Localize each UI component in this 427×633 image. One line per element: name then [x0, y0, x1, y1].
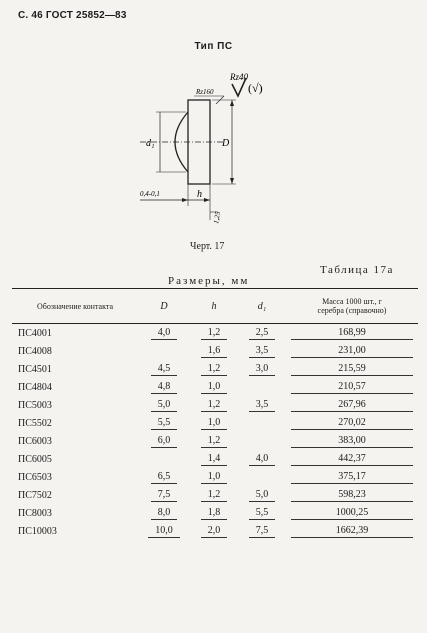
cell-value: 2,5 [249, 327, 276, 340]
table-header-row [12, 289, 418, 324]
cell-value: ПС7502 [18, 489, 52, 501]
cell-name [12, 432, 138, 450]
cell-h [190, 432, 238, 450]
cell-mass [286, 486, 418, 504]
cell-D [138, 486, 190, 504]
cell-value: 1,2 [201, 489, 228, 502]
cell-D [138, 432, 190, 450]
cell-d1 [238, 324, 286, 343]
table-row [12, 486, 418, 504]
table-title: Таблица 17а [320, 264, 394, 276]
cell-value: 442,37 [291, 453, 412, 466]
cell-value: 375,17 [291, 471, 412, 484]
cell-mass [286, 324, 418, 343]
cell-value: 1,2 [201, 363, 228, 376]
contacts-table [12, 288, 418, 540]
cell-value: ПС4501 [18, 363, 52, 375]
cell-D [138, 324, 190, 343]
cell-h [190, 378, 238, 396]
cell-mass [286, 504, 418, 522]
cell-name [12, 414, 138, 432]
cell-mass [286, 522, 418, 540]
cell-h [190, 504, 238, 522]
figure-caption: Черт. 17 [190, 241, 225, 252]
cell-value: 210,57 [291, 381, 412, 394]
label-rz40: Rz40 [230, 72, 248, 82]
table-row [12, 504, 418, 522]
table-row [12, 342, 418, 360]
cell-D [138, 522, 190, 540]
cell-value: 598,23 [291, 489, 412, 502]
cell-value: 1662,39 [291, 525, 412, 538]
cell-d1 [238, 522, 286, 540]
cell-h [190, 486, 238, 504]
cell-value: 1000,25 [291, 507, 412, 520]
cell-name [12, 450, 138, 468]
cell-mass [286, 342, 418, 360]
cell-d1 [238, 378, 286, 396]
cell-mass [286, 378, 418, 396]
cell-value: 8,0 [151, 507, 178, 520]
col-name: Обозначение контакта [12, 289, 138, 324]
cell-D [138, 468, 190, 486]
cell-value: 215,59 [291, 363, 412, 376]
cell-name [12, 324, 138, 343]
contact-drawing [120, 60, 320, 240]
cell-h [190, 450, 238, 468]
cell-d1 [238, 432, 286, 450]
cell-value: 2,0 [201, 525, 228, 538]
table-row [12, 360, 418, 378]
cell-value: 3,5 [249, 345, 276, 358]
cell-d1 [238, 450, 286, 468]
cell-value: 1,2 [201, 327, 228, 340]
label-rz160: Rz160 [196, 88, 214, 96]
label-chamfer: 0,4-0,1 [140, 190, 160, 198]
cell-value: ПС10003 [18, 525, 57, 537]
cell-value: 1,8 [201, 507, 228, 520]
cell-name [12, 360, 138, 378]
cell-value: 3,0 [249, 363, 276, 376]
cell-h [190, 522, 238, 540]
cell-d1 [238, 414, 286, 432]
cell-value: 383,00 [291, 435, 412, 448]
cell-name [12, 396, 138, 414]
table-row [12, 468, 418, 486]
table-row [12, 522, 418, 540]
cell-value: 4,0 [151, 327, 178, 340]
label-check: (√) [248, 81, 263, 95]
cell-name [12, 468, 138, 486]
table-row [12, 432, 418, 450]
cell-d1 [238, 396, 286, 414]
cell-name [12, 486, 138, 504]
cell-value: ПС4804 [18, 381, 52, 393]
cell-h [190, 324, 238, 343]
cell-D [138, 342, 190, 360]
label-h: h [197, 189, 202, 200]
label-d1: d₁ [146, 138, 155, 149]
cell-name [12, 378, 138, 396]
table-row [12, 396, 418, 414]
cell-h [190, 342, 238, 360]
cell-value: ПС6503 [18, 471, 52, 483]
cell-value: 7,5 [249, 525, 276, 538]
cell-h [190, 360, 238, 378]
cell-value: 7,5 [151, 489, 178, 502]
cell-D [138, 504, 190, 522]
cell-value: 231,00 [291, 345, 412, 358]
cell-mass [286, 468, 418, 486]
col-mass-line2: серебра (справочно) [317, 306, 387, 315]
cell-mass [286, 396, 418, 414]
label-125: 1,25 [212, 210, 223, 225]
cell-value: 5,0 [151, 399, 178, 412]
page-header: С. 46 ГОСТ 25852—83 [18, 10, 127, 21]
col-mass [286, 289, 418, 324]
cell-mass [286, 432, 418, 450]
cell-value: 5,0 [249, 489, 276, 502]
col-h: h [190, 289, 238, 324]
cell-value: ПС5502 [18, 417, 52, 429]
cell-h [190, 414, 238, 432]
cell-value: 10,0 [148, 525, 180, 538]
cell-d1 [238, 360, 286, 378]
cell-d1 [238, 504, 286, 522]
cell-mass [286, 360, 418, 378]
cell-value: ПС8003 [18, 507, 52, 519]
cell-D [138, 414, 190, 432]
cell-value: ПС6003 [18, 435, 52, 447]
cell-value: 4,5 [151, 363, 178, 376]
cell-value: 4,8 [151, 381, 178, 394]
cell-value: 1,2 [201, 399, 228, 412]
cell-value: 1,0 [201, 471, 228, 484]
cell-value: 1,0 [201, 381, 228, 394]
cell-D [138, 396, 190, 414]
cell-name [12, 522, 138, 540]
cell-value: 1,0 [201, 417, 228, 430]
col-D: D [138, 289, 190, 324]
col-d1: d₁ [238, 289, 286, 324]
cell-name [12, 342, 138, 360]
cell-value: 5,5 [151, 417, 178, 430]
label-D: D [222, 138, 230, 149]
cell-D [138, 450, 190, 468]
cell-D [138, 378, 190, 396]
cell-value: 1,6 [201, 345, 228, 358]
cell-d1 [238, 486, 286, 504]
cell-value: 6,5 [151, 471, 178, 484]
cell-value: 4,0 [249, 453, 276, 466]
cell-mass [286, 414, 418, 432]
cell-value: 267,96 [291, 399, 412, 412]
cell-value: ПС4008 [18, 345, 52, 357]
cell-value: 168,99 [291, 327, 412, 340]
cell-D [138, 360, 190, 378]
cell-value: 1,2 [201, 435, 228, 448]
cell-value: ПС4001 [18, 327, 52, 339]
cell-value: 5,5 [249, 507, 276, 520]
cell-name [12, 504, 138, 522]
cell-value: 6,0 [151, 435, 178, 448]
cell-d1 [238, 342, 286, 360]
cell-value: ПС5003 [18, 399, 52, 411]
cell-value: ПС6005 [18, 453, 52, 465]
cell-h [190, 468, 238, 486]
cell-value: 1,4 [201, 453, 228, 466]
dimensions-title: Размеры, мм [168, 275, 250, 287]
cell-value: 3,5 [249, 399, 276, 412]
cell-d1 [238, 468, 286, 486]
table-row [12, 450, 418, 468]
cell-value: 270,02 [291, 417, 412, 430]
table-row [12, 378, 418, 396]
table-row [12, 414, 418, 432]
cell-h [190, 396, 238, 414]
table-row [12, 324, 418, 343]
col-mass-line1: Масса 1000 шт., г [322, 297, 382, 306]
cell-mass [286, 450, 418, 468]
type-title: Тип ПС [194, 41, 233, 52]
